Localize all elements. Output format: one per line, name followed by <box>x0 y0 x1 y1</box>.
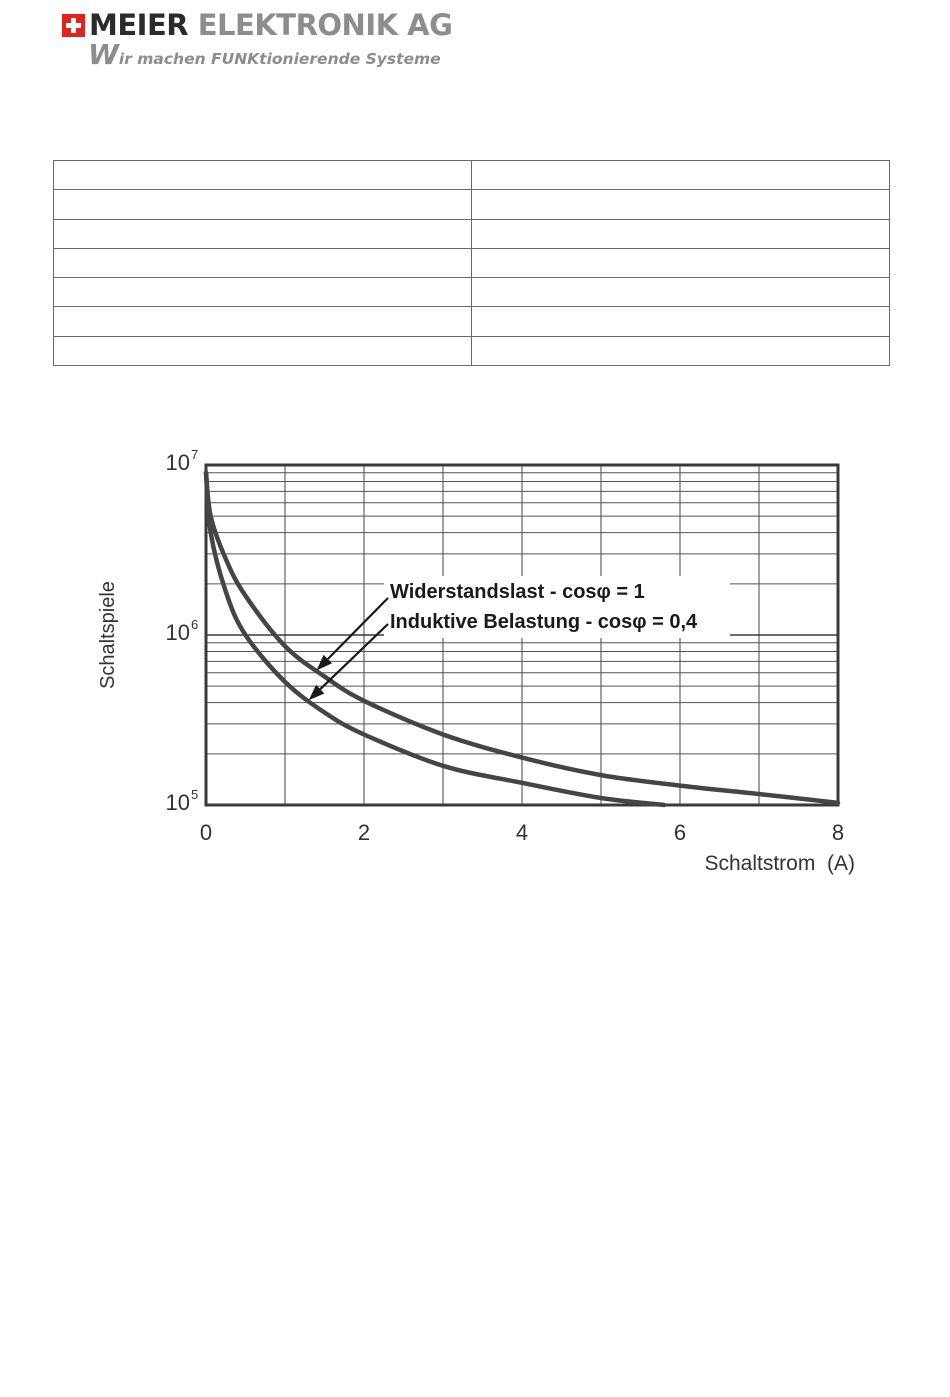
y-axis-label: Schaltspiele <box>97 581 119 689</box>
x-axis-label: Schaltstrom (A) <box>704 852 855 875</box>
y-tick-label <box>166 617 199 645</box>
chart-annotations <box>309 576 730 700</box>
y-tick-exponent: 5 <box>191 787 199 802</box>
y-tick-base: 10 <box>165 620 190 645</box>
company-logo <box>62 8 482 70</box>
x-tick-label: 0 <box>199 820 213 845</box>
company-name-primary: MEIER <box>89 8 189 42</box>
table-row <box>54 248 890 277</box>
table-cell <box>54 161 472 190</box>
swiss-flag-icon <box>62 14 85 37</box>
switching-cycles-chart <box>0 430 950 890</box>
company-name <box>89 8 452 42</box>
table-cell <box>472 248 890 277</box>
spec-table-body <box>54 161 890 366</box>
chart-tick-labels <box>166 447 845 845</box>
x-tick-label: 4 <box>515 820 529 845</box>
y-tick-exponent: 7 <box>191 447 199 462</box>
table-row <box>54 336 890 365</box>
company-tagline <box>88 40 441 74</box>
y-tick-label <box>166 787 199 815</box>
table-cell <box>472 278 890 307</box>
table-cell <box>472 336 890 365</box>
tagline-text: ir machen FUNKtionierende Systeme <box>118 50 441 68</box>
annotation-label: Induktive Belastung - cosφ = 0,4 <box>390 611 698 633</box>
spec-table <box>53 160 890 366</box>
y-tick-base: 10 <box>165 450 190 475</box>
table-cell <box>54 307 472 336</box>
table-row <box>54 307 890 336</box>
x-tick-label: 2 <box>357 820 371 845</box>
table-cell <box>54 278 472 307</box>
table-row <box>54 219 890 248</box>
company-name-secondary: ELEKTRONIK AG <box>197 8 453 42</box>
table-cell <box>472 190 890 219</box>
x-tick-label: 8 <box>831 820 845 845</box>
x-tick-label: 6 <box>673 820 687 845</box>
tagline-initial: W <box>88 38 119 71</box>
table-row <box>54 161 890 190</box>
table-cell <box>54 219 472 248</box>
table-cell <box>54 248 472 277</box>
table-cell <box>472 161 890 190</box>
series-line-1 <box>206 473 664 805</box>
y-tick-label <box>166 447 199 475</box>
table-cell <box>54 336 472 365</box>
y-tick-base: 10 <box>165 790 190 815</box>
table-row <box>54 278 890 307</box>
y-tick-exponent: 6 <box>191 617 199 632</box>
table-row <box>54 190 890 219</box>
table-cell <box>472 307 890 336</box>
table-cell <box>54 190 472 219</box>
annotation-label: Widerstandslast - cosφ = 1 <box>390 581 645 603</box>
table-cell <box>472 219 890 248</box>
annotation-arrow-line <box>328 598 388 659</box>
